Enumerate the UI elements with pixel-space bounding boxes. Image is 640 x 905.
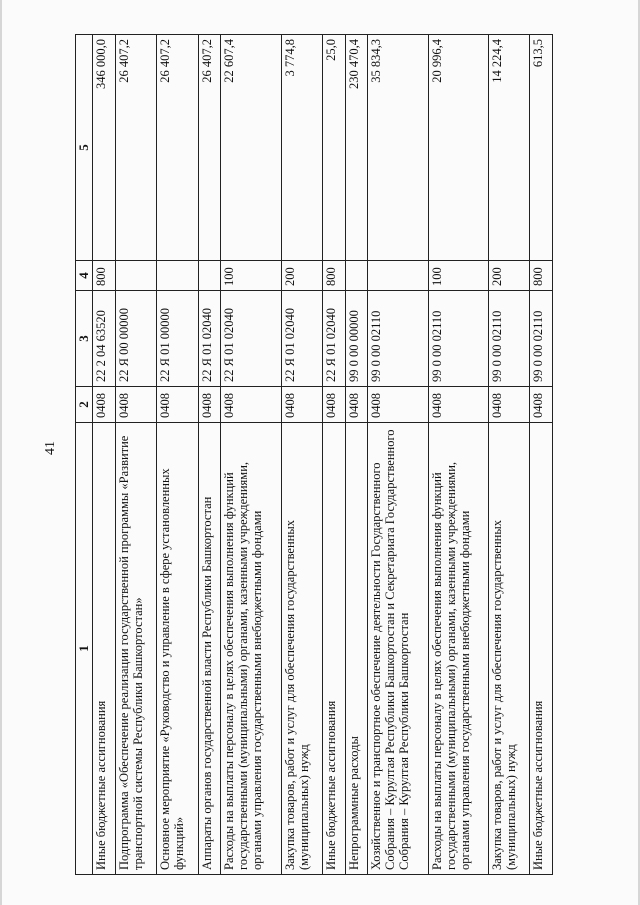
- row-name: Иные бюджетные ассигнования: [322, 423, 345, 875]
- row-section: 0408: [93, 387, 116, 423]
- row-amount: 26 407,2: [157, 35, 198, 261]
- table-row: [488, 35, 529, 875]
- row-amount: 14 224,4: [488, 35, 529, 261]
- row-name: Основное мероприятие «Руководство и управление в сфере установленных функций»: [157, 423, 198, 875]
- row-amount: 25,0: [322, 35, 345, 261]
- row-name: Расходы на выплаты персоналу в целях обеспечения выполнения функций государственными (муниципальными) органами, казенными учреждениями, органами управления государственными внебюджетными фондами: [428, 423, 488, 875]
- table-row: [428, 35, 488, 875]
- row-target: 22 Я 01 00000: [157, 291, 198, 387]
- row-section: 0408: [322, 387, 345, 423]
- row-amount: 26 407,2: [198, 35, 221, 261]
- row-type: [368, 261, 428, 291]
- row-target: 22 Я 01 02040: [198, 291, 221, 387]
- row-target: 99 0 00 00000: [345, 291, 368, 387]
- page-number: 41: [43, 441, 58, 455]
- header-col-1: 1: [76, 423, 93, 875]
- table-row: [115, 35, 156, 875]
- table-row: [221, 35, 281, 875]
- row-section: 0408: [488, 387, 529, 423]
- row-section: 0408: [428, 387, 488, 423]
- table-row: [93, 35, 116, 875]
- row-section: 0408: [221, 387, 281, 423]
- row-amount: 613,5: [530, 35, 553, 261]
- row-target: 99 0 00 02110: [530, 291, 553, 387]
- table-row: [281, 35, 322, 875]
- row-type: 200: [281, 261, 322, 291]
- row-type: [198, 261, 221, 291]
- table-row: [322, 35, 345, 875]
- row-name: Аппараты органов государственной власти Республики Башкортостан: [198, 423, 221, 875]
- row-target: 99 0 00 02110: [428, 291, 488, 387]
- row-section: 0408: [345, 387, 368, 423]
- row-section: 0408: [115, 387, 156, 423]
- row-type: 800: [322, 261, 345, 291]
- row-type: 800: [530, 261, 553, 291]
- header-col-5: 5: [76, 35, 93, 261]
- row-type: [345, 261, 368, 291]
- row-target: 99 0 00 02110: [368, 291, 428, 387]
- row-target: 22 Я 01 02040: [322, 291, 345, 387]
- row-target: 22 2 04 63520: [93, 291, 116, 387]
- row-amount: 22 607,4: [221, 35, 281, 261]
- rotated-table-area: [75, 35, 553, 875]
- table-row: [157, 35, 198, 875]
- row-name: Непрограммные расходы: [345, 423, 368, 875]
- header-col-4: 4: [76, 261, 93, 291]
- table-row: [198, 35, 221, 875]
- row-amount: 346 000,0: [93, 35, 116, 261]
- row-type: 800: [93, 261, 116, 291]
- row-name: Расходы на выплаты персоналу в целях обеспечения выполнения функций государственными (муниципальными) органами, казенными учреждениями, органами управления государственными внебюджетными фондами: [221, 423, 281, 875]
- table-row: [530, 35, 553, 875]
- header-col-2: 2: [76, 387, 93, 423]
- row-type: 100: [221, 261, 281, 291]
- row-target: 99 0 00 02110: [488, 291, 529, 387]
- row-target: 22 Я 01 02040: [281, 291, 322, 387]
- row-type: 200: [488, 261, 529, 291]
- scan-edge-left: [0, 0, 2, 905]
- row-section: 0408: [530, 387, 553, 423]
- row-amount: 230 470,4: [345, 35, 368, 261]
- row-amount: 3 774,8: [281, 35, 322, 261]
- header-col-3: 3: [76, 291, 93, 387]
- row-target: 22 Я 00 00000: [115, 291, 156, 387]
- row-section: 0408: [368, 387, 428, 423]
- row-section: 0408: [281, 387, 322, 423]
- row-amount: 35 834,3: [368, 35, 428, 261]
- row-name: Хозяйственное и транспортное обеспечение деятельности Государственного Собрания – Курултая Республики Башкортостан и Секретариата Государственного Собрания – Курултая Республики Башкортостан: [368, 423, 428, 875]
- row-amount: 20 996,4: [428, 35, 488, 261]
- row-name: Подпрограмма «Обеспечение реализации государственной программы «Развитие транспортной системы Республики Башкортостан»: [115, 423, 156, 875]
- row-name: Иные бюджетные ассигнования: [530, 423, 553, 875]
- table-row: [345, 35, 368, 875]
- row-section: 0408: [198, 387, 221, 423]
- row-name: Иные бюджетные ассигнования: [93, 423, 116, 875]
- table-row: [368, 35, 428, 875]
- table-header-row: [76, 35, 93, 875]
- row-target: 22 Я 01 02040: [221, 291, 281, 387]
- row-type: [157, 261, 198, 291]
- row-amount: 26 407,2: [115, 35, 156, 261]
- row-section: 0408: [157, 387, 198, 423]
- row-name: Закупка товаров, работ и услуг для обеспечения государственных (муниципальных) нужд: [281, 423, 322, 875]
- row-name: Закупка товаров, работ и услуг для обеспечения государственных (муниципальных) нужд: [488, 423, 529, 875]
- budget-table: [75, 34, 553, 875]
- row-type: [115, 261, 156, 291]
- row-type: 100: [428, 261, 488, 291]
